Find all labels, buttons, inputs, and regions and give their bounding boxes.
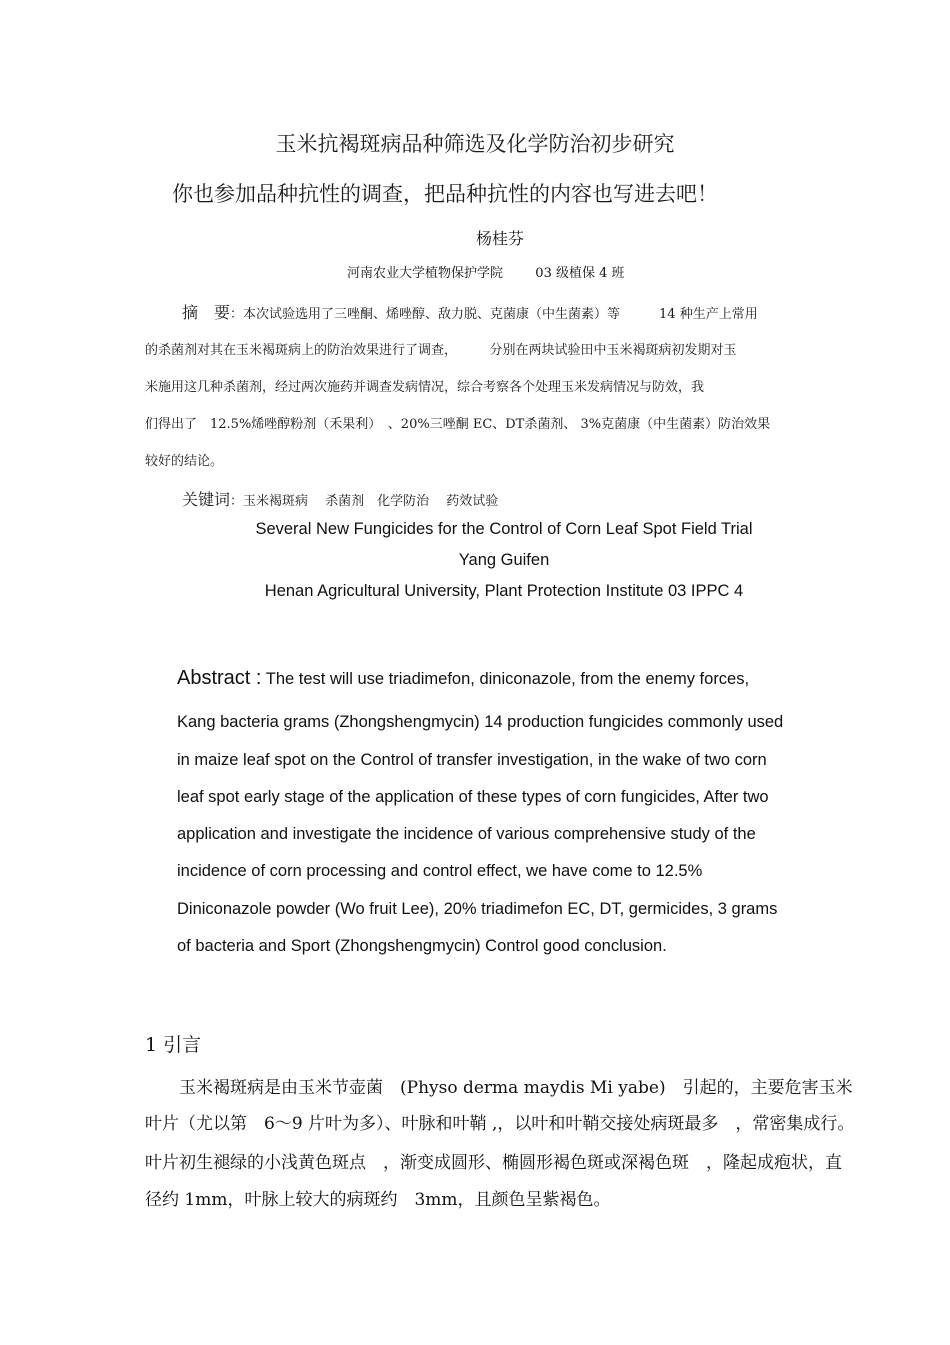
- en-abstract-line: leaf spot early stage of the application of these types of corn fungicides, After two: [177, 788, 769, 806]
- body-line: 叶片（尤以第 6～9 片叶为多）、叶脉和叶鞘 ,，以叶和叶鞘交接处病斑最多 ，常密集成行。: [145, 1114, 855, 1134]
- keywords: [182, 487, 498, 510]
- en-abstract-label: Abstract :: [177, 667, 262, 689]
- section-heading: 1 引言: [145, 1034, 202, 1056]
- en-abstract-line: of bacteria and Sport (Zhongshengmycin) Control good conclusion.: [177, 937, 667, 955]
- en-author: Yang Guifen: [458, 551, 550, 569]
- cn-abstract-line: 的杀菌剂对其在玉米褐斑病上的防治效果进行了调查， 分别在两块试验田中玉米褐斑病初发期对玉: [145, 343, 737, 358]
- author-name: 杨桂芬: [475, 229, 524, 248]
- affiliation: [347, 262, 625, 281]
- cn-abstract-line: 米施用这几种杀菌剂，经过两次施药并调查发病情况，综合考察各个处理玉米发病情况与防效，我: [145, 380, 705, 395]
- en-abstract-line: incidence of corn processing and control effect, we have come to 12.5%: [177, 862, 703, 880]
- cn-abstract-label: 摘 要: [182, 303, 231, 322]
- en-abstract-line: Diniconazole powder (Wo fruit Lee), 20% triadimefon EC, DT, germicides, 3 grams: [177, 900, 778, 918]
- en-abstract-text: The test will use triadimefon, diniconazole, from the enemy forces,: [261, 670, 750, 688]
- en-abstract-line: Kang bacteria grams (Zhongshengmycin) 14 production fungicides commonly used: [177, 713, 784, 731]
- cn-abstract-text: ：本次试验选用了三唑酮、烯唑醇、敌力脱、克菌康（中生菌素）等 14 种生产上常用: [230, 307, 758, 322]
- keywords-label: 关键词: [182, 490, 231, 509]
- keywords-text: ：玉米褐斑病 杀菌剂 化学防治 药效试验: [230, 494, 499, 509]
- paper-subtitle: 你也参加品种抗性的调查，把品种抗性的内容也写进去吧！: [172, 182, 718, 206]
- en-title: Several New Fungicides for the Control of Corn Leaf Spot Field Trial: [255, 520, 753, 538]
- en-affiliation: Henan Agricultural University, Plant Protection Institute 03 IPPC 4: [264, 582, 744, 600]
- body-line: 玉米褐斑病是由玉米节壶菌 (Physo derma maydis Mi yabe) 引起的，主要危害玉米: [145, 1078, 853, 1098]
- cn-abstract-line: [182, 300, 758, 323]
- affiliation-school: 河南农业大学植物保护学院: [347, 266, 504, 281]
- cn-abstract-line: 较好的结论。: [145, 454, 224, 469]
- en-abstract-line: in maize leaf spot on the Control of transfer investigation, in the wake of two corn: [177, 751, 767, 769]
- cn-abstract-line: 们得出了 12.5%烯唑醇粉剂（禾果利） 、20%三唑酮 EC、DT杀菌剂、 3%克菌康（中生菌素）防治效果: [145, 417, 771, 432]
- body-line: 叶片初生褪绿的小浅黄色斑点 ，渐变成圆形、椭圆形褐色斑或深褐色斑 ，隆起成疱状，直: [145, 1153, 842, 1173]
- body-line: 径约 1mm，叶脉上较大的病斑约 3mm，且颜色呈紫褐色。: [145, 1190, 611, 1210]
- paper-title: 玉米抗褐斑病品种筛选及化学防治初步研究: [275, 132, 675, 156]
- affiliation-class: 03 级植保 4 班: [535, 266, 625, 281]
- en-abstract-line: application and investigate the incidence of various comprehensive study of the: [177, 825, 756, 843]
- en-abstract-first-line: [177, 667, 749, 690]
